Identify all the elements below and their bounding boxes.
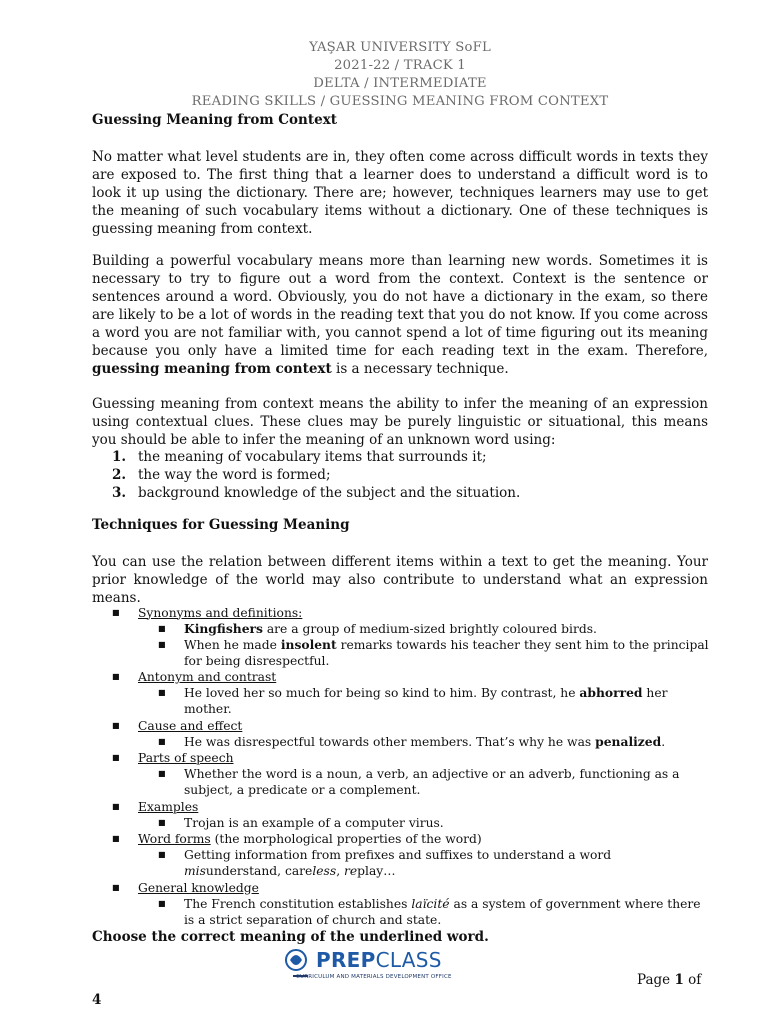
example-text (184, 896, 709, 928)
square-bullet-icon: ■ (158, 639, 166, 649)
technique-item (112, 880, 712, 896)
logo-main: PREP (316, 948, 376, 972)
keyword: Kingfishers (184, 620, 263, 636)
example-item (112, 734, 712, 750)
page-of: of (683, 972, 702, 988)
bold-phrase: guessing meaning from context (92, 361, 332, 377)
technique-label: Synonyms and definitions: (138, 605, 303, 620)
square-bullet-icon: ■ (112, 834, 120, 843)
technique-label-wrap (138, 831, 482, 847)
example-text (184, 621, 709, 637)
example-text: Trojan is an example of a computer virus. (184, 815, 444, 830)
technique-item (112, 669, 712, 685)
word: play… (357, 864, 396, 878)
square-bullet-icon: ■ (112, 882, 120, 892)
example-pre: When he made (184, 637, 281, 652)
instruction-text: Choose the correct meaning of the underlined word. (92, 929, 489, 945)
square-bullet-icon: ■ (112, 753, 120, 762)
list-number: 1. (112, 449, 127, 465)
technique-item (112, 718, 712, 734)
separator: , (336, 864, 345, 878)
example-item (112, 847, 712, 879)
numbered-list (112, 448, 520, 502)
technique-item (112, 831, 712, 847)
list-item (112, 484, 520, 502)
example-item (112, 815, 712, 831)
header-line-3: DELTA / INTERMEDIATE (313, 76, 487, 91)
example-pre: The French constitution establishes (184, 896, 412, 911)
example-text (184, 685, 709, 717)
example-text (184, 734, 709, 750)
technique-item (112, 605, 712, 621)
example-text (184, 847, 709, 879)
page-prefix: Page (637, 972, 675, 988)
list-item (112, 466, 520, 484)
example-text (184, 637, 709, 669)
example-line: Getting information from prefixes and suffixes to understand a word (184, 848, 612, 862)
keyword: insolent (280, 636, 337, 652)
example-rest: are a group of medium-sized brightly coloured birds. (262, 621, 597, 636)
square-bullet-icon: ■ (112, 801, 120, 811)
example-item (112, 896, 712, 928)
header-line-2: 2021-22 / TRACK 1 (334, 58, 466, 73)
square-bullet-icon: ■ (158, 623, 166, 633)
square-bullet-icon: ■ (158, 817, 166, 827)
technique-label: Examples (138, 799, 199, 814)
example-item (112, 621, 712, 637)
list-item-text: the meaning of vocabulary items that surrounds it; (138, 449, 487, 465)
example-item (112, 766, 712, 798)
techniques-heading: Techniques for Guessing Meaning (92, 517, 350, 533)
technique-label: Antonym and contrast (138, 670, 277, 684)
definition-paragraph: Guessing meaning from context means the ability to infer the meaning of an expression using contextual clues. These clues may be purely linguistic or situational, this means you should be able to infer the meaning of an unknown word using: (92, 396, 708, 448)
technique-label: Cause and effect (138, 718, 243, 733)
logo-light: CLASS (375, 948, 442, 972)
square-bullet-icon: ■ (112, 672, 120, 681)
page-number (637, 972, 701, 988)
example-pre: He loved her so much for being so kind to him. By contrast, he (184, 686, 580, 700)
technique-item (112, 799, 712, 815)
list-item-text: the way the word is formed; (138, 467, 331, 483)
square-bullet-icon: ■ (158, 898, 166, 908)
example-text: Whether the word is a noun, a verb, an adjective or an adverb, functioning as a subject, a predicate or a complement. (184, 767, 680, 797)
example-rest: her mother. (184, 686, 668, 716)
list-item-text: background knowledge of the subject and the situation. (138, 485, 521, 501)
header-line-4: READING SKILLS / GUESSING MEANING FROM CONTEXT (191, 94, 609, 109)
square-bullet-icon: ■ (158, 736, 166, 746)
square-bullet-icon: ■ (158, 688, 166, 697)
example-item (112, 685, 712, 717)
section-title: Guessing Meaning from Context (92, 112, 337, 128)
square-bullet-icon: ■ (112, 607, 120, 617)
keyword: abhorred (579, 685, 643, 700)
example-rest: as a system of government where there is a strict separation of church and state. (184, 896, 701, 927)
word: understand, care (205, 864, 313, 878)
suffix: less (312, 864, 337, 878)
italic-term: laïcité (411, 896, 450, 911)
keyword: penalized (595, 733, 662, 749)
paragraph-text: Building a powerful vocabulary means more than learning new words. Sometimes it is necessary to try to figure out a word from the context. Context is the sentence or sentences around a word. Obviously, you do not have a dictionary in the exam, so there are likely to be a lot of words in the reading text that you do not know. If you come across a word you are not familiar with, you cannot spend a lot of time figuring out its meaning because you only have a limited time for each reading text in the exam. Therefore, (92, 253, 708, 359)
technique-label: Word forms (138, 832, 211, 846)
technique-label: Parts of speech (138, 751, 234, 765)
list-number: 3. (112, 485, 127, 501)
intro-paragraph: No matter what level students are in, they often come across difficult words in texts they are exposed to. The first thing that a learner does to understand a difficult word is to look it up using the dictionary. There are; however, techniques learners may use to get the meaning of such vocabulary items without a dictionary. One of these techniques is guessing meaning from context. (92, 149, 708, 237)
logo-subtitle: CURRICULUM AND MATERIALS DEVELOPMENT OFFICE (296, 974, 452, 980)
prefix: re (344, 864, 358, 878)
technique-note: (the morphological properties of the word) (210, 832, 482, 846)
example-item (112, 637, 712, 669)
square-bullet-icon: ■ (158, 769, 166, 778)
techniques-list (112, 604, 712, 928)
square-bullet-icon: ■ (112, 720, 120, 730)
vocabulary-paragraph (92, 252, 708, 378)
technique-item (112, 750, 712, 766)
list-item (112, 448, 520, 466)
header-line-1: YAŞAR UNIVERSITY SoFL (309, 40, 491, 55)
prefix: mis (184, 864, 206, 878)
example-rest: remarks towards his teacher they sent him to the principal for being disrespectful. (184, 637, 709, 668)
page-total: 4 (92, 992, 102, 1008)
square-bullet-icon: ■ (158, 850, 166, 859)
paragraph-tail: is a necessary technique. (331, 361, 509, 377)
logo-wordmark (316, 948, 442, 972)
technique-label: General knowledge (138, 880, 259, 895)
page-current: 1 (674, 972, 684, 988)
example-rest: . (661, 734, 666, 749)
techniques-paragraph: You can use the relation between different items within a text to get the meaning. Your prior knowledge of the world may also contribute to understand what an expression means. (92, 554, 708, 606)
example-pre: He was disrespectful towards other members. That’s why he was (184, 734, 596, 749)
list-number: 2. (112, 467, 127, 483)
